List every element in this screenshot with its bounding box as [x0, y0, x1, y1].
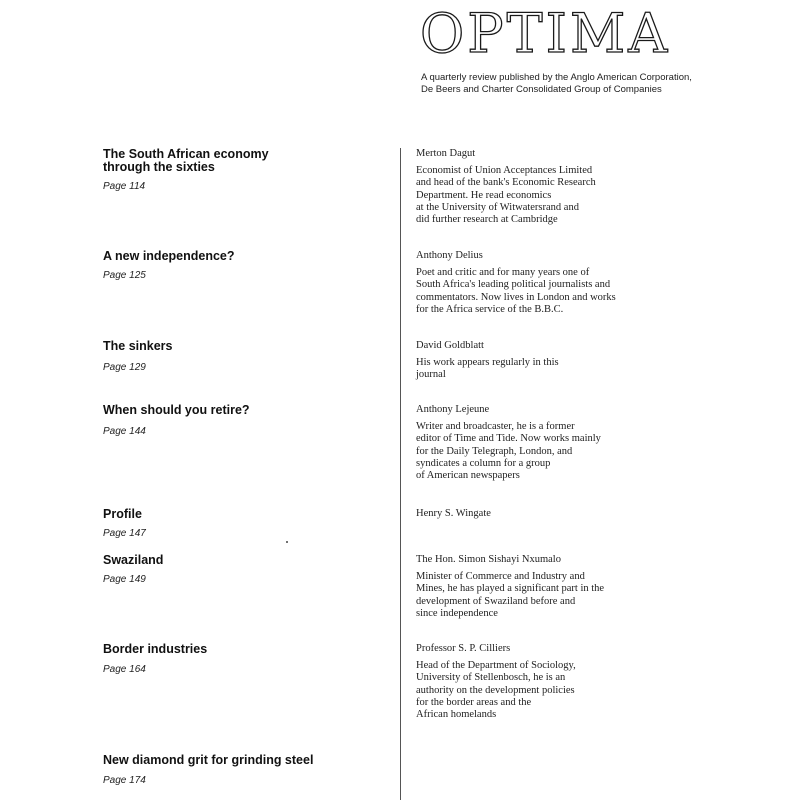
title-line: The South African economy [103, 147, 269, 161]
author-name: Merton Dagut [416, 148, 476, 159]
bio-line: for the Africa service of the B.B.C. [416, 303, 564, 315]
page-number: Page 149 [103, 574, 146, 585]
page-number: Page 114 [103, 181, 146, 192]
page-number: Page 125 [103, 270, 146, 281]
author-bio [416, 571, 604, 620]
author-bio [416, 421, 601, 482]
bio-line: editor of Time and Tide. Now works mainly [416, 433, 601, 445]
author-name: Professor S. P. Cilliers [416, 643, 511, 654]
title-line: Profile [103, 507, 142, 521]
article-title[interactable] [103, 508, 142, 521]
page-number: Page 144 [103, 426, 146, 437]
author-name: Anthony Delius [416, 250, 483, 261]
author-bio [416, 357, 559, 382]
bio-line: Head of the Department of Sociology, [416, 660, 576, 671]
title-line: The sinkers [103, 339, 173, 353]
title-line: through the sixties [103, 160, 215, 174]
author-name: Henry S. Wingate [416, 508, 491, 519]
author-bio [416, 660, 576, 721]
bio-line: University of Stellenbosch, he is an [416, 672, 566, 684]
title-line: When should you retire? [103, 403, 250, 417]
author-name: The Hon. Simon Sishayi Nxumalo [416, 554, 561, 565]
title-line: New diamond grit for grinding steel [103, 753, 314, 767]
bio-line: and head of the bank's Economic Research [416, 177, 596, 189]
article-title[interactable] [103, 754, 313, 767]
subtitle-line-1: A quarterly review published by the Anglo American Corporation, [421, 72, 692, 83]
bio-line: syndicates a column for a group [416, 457, 551, 469]
author-name: Anthony Lejeune [416, 404, 490, 415]
author-name: David Goldblatt [416, 340, 484, 351]
bio-line: His work appears regularly in this [416, 357, 559, 368]
article-title[interactable] [103, 643, 207, 656]
bio-line: journal [416, 369, 446, 381]
article-title[interactable] [103, 250, 235, 263]
bio-line: Minister of Commerce and Industry and [416, 571, 585, 582]
bio-line: did further research at Cambridge [416, 214, 558, 226]
bio-line: commentators. Now lives in London and works [416, 291, 616, 303]
title-line: A new independence? [103, 249, 235, 263]
masthead-title: OPTIMA [420, 2, 671, 65]
title-line: Border industries [103, 642, 208, 656]
author-bio [416, 165, 596, 226]
bio-line: Department. He read economics [416, 189, 552, 201]
subtitle-line-2: De Beers and Charter Consolidated Group of Companies [421, 84, 662, 95]
title-line: Swaziland [103, 553, 164, 567]
bio-line: for the Daily Telegraph, London, and [416, 445, 573, 457]
bio-line: Writer and broadcaster, he is a former [416, 421, 575, 432]
article-title[interactable] [103, 340, 172, 353]
bio-line: South Africa's leading political journalists and [416, 279, 611, 291]
bio-line: authority on the development policies [416, 684, 575, 696]
article-title[interactable] [103, 554, 163, 567]
print-speck [286, 541, 288, 543]
column-divider [400, 148, 401, 800]
article-title[interactable] [103, 404, 250, 417]
bio-line: African homelands [416, 709, 497, 721]
bio-line: for the border areas and the [416, 696, 532, 708]
page-number: Page 147 [103, 528, 146, 539]
bio-line: Economist of Union Acceptances Limited [416, 165, 593, 176]
bio-line: development of Swaziland before and [416, 595, 576, 607]
author-bio [416, 267, 616, 316]
page-number: Page 129 [103, 362, 146, 373]
page-number: Page 164 [103, 664, 146, 675]
article-title[interactable] [103, 148, 269, 174]
bio-line: since independence [416, 607, 498, 619]
page-number: Page 174 [103, 775, 146, 786]
masthead-subtitle [421, 72, 692, 96]
bio-line: at the University of Witwatersrand and [416, 201, 579, 213]
bio-line: Poet and critic and for many years one of [416, 267, 590, 278]
bio-line: of American newspapers [416, 470, 520, 482]
bio-line: Mines, he has played a significant part in the [416, 583, 605, 595]
